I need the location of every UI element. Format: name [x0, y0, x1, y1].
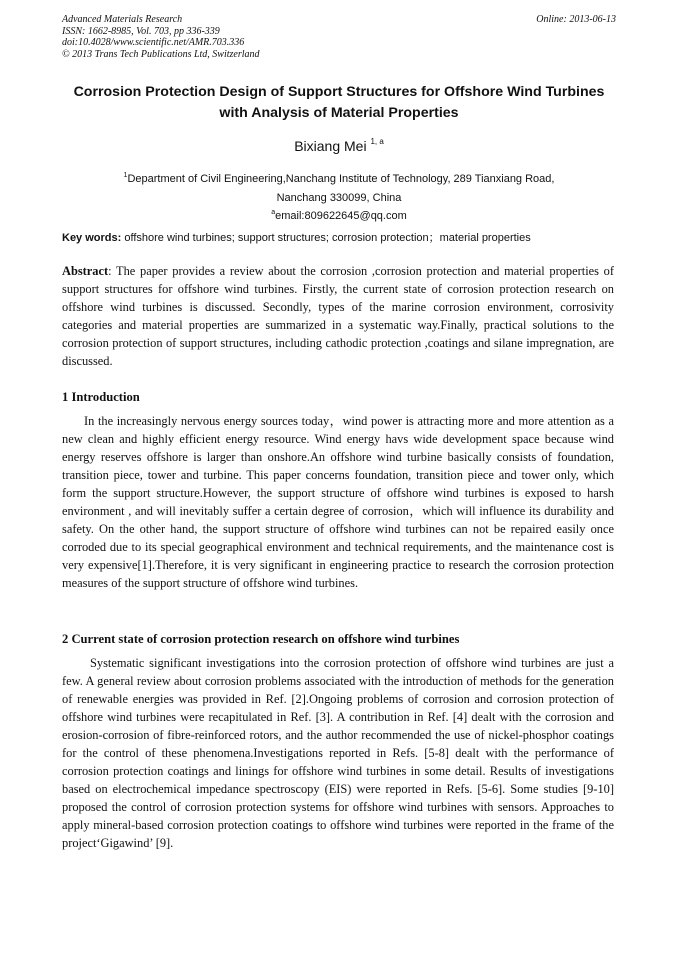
abstract [62, 262, 614, 370]
affiliation-line-2: Nanchang 330099, China [276, 191, 402, 204]
keywords-label: Key words: [62, 232, 122, 244]
journal-name: Advanced Materials Research [62, 14, 183, 25]
copyright-line: © 2013 Trans Tech Publications Ltd, Switzerland [62, 48, 260, 60]
affiliation [62, 170, 616, 226]
online-date: Online: 2013-06-13 [536, 14, 616, 25]
abstract-text: : The paper provides a review about the corrosion ,corrosion protection and material properties of support structures for offshore wind turbines. Firstly, the current state of corrosion protection research on offshore wind turbines is discussed. Secondly, types of the marine corrosion environment, corrosivity categories and material properties are summarized in a systematic way.Finally, practical solutions to the corrosion protection of support structures, including cathodic protection ,coatings and silane impregnation, are discussed. [62, 264, 614, 368]
paper-title: Corrosion Protection Design of Support Structures for Offshore Wind Turbines with Analysis of Material Properties [73, 84, 605, 121]
section-body-2: Systematic significant investigations into the corrosion protection of offshore wind turbines are just a few. A general review about corrosion problems associated with the introduction of methods for the generation of renewable energies was provided in Ref. [2].Ongoing problems of corrosion and corrosion protection of offshore wind turbines were recapitulated in Ref. [3]. A contribution in Ref. [4] dealt with the corrosion and erosion-corrosion of fibre-reinforced rotors, and the author recommended the use of nickel-phosphor coatings for the control of these phenomena.Investigations reported in Refs. [5-8] dealt with the performance of corrosion protection coatings and linings for offshore wind turbines in some detail. Results of investigations based on electrochemical impedance spectroscopy (EIS) were reported in Refs. [5-6]. Some studies [9-10] proposed the control of corrosion protection systems for offshore wind turbines with sensors. Approaches to apply mineral-based corrosion protection coatings to offshore wind turbines were reported in the frame of the project‘Gigawind’ [9]. [62, 656, 614, 850]
issn-line: ISSN: 1662-8985, Vol. 703, pp 336-339 [62, 25, 220, 37]
section-body-1: In the increasingly nervous energy sources today，wind power is attracting more and more attention as a new clean and highly efficient energy resource. Wind energy havs wide development space because wind energy reserves offshore is larger than onshore.An offshore wind turbine basically consists of foundation, transition piece, tower and turbine. This paper concerns foundation, transition piece and tower only, which form the support structure.However, the support structure of offshore wind turbines is exposed to harsh environment , and will inevitably suffer a certain degree of corrosion，which will influence its durability and safety. On the other hand, the support structure of offshore wind turbines can not be repaired easily once corroded due to its special geographical environment and technical requirements, and the maintenance cost is very expensive[1].Therefore, it is very significant in engineering practice to research the corrosion protection measures of the support structure of offshore wind turbines. [62, 414, 614, 590]
author-line [62, 137, 616, 155]
affiliation-marker: 1 [123, 172, 128, 179]
section-heading-2: 2 Current state of corrosion protection research on offshore wind turbines [62, 632, 460, 646]
email-marker: a [271, 209, 276, 216]
author-superscript: 1, a [370, 137, 384, 146]
section-heading-1: 1 Introduction [62, 390, 140, 404]
author-name: Bixiang Mei [294, 138, 367, 154]
doi-line: doi:10.4028/www.scientific.net/AMR.703.336 [62, 37, 245, 48]
keywords [62, 230, 616, 246]
affiliation-text-1: Department of Civil Engineering,Nanchang Institute of Technology, 289 Tianxiang Road, [127, 173, 555, 185]
keywords-text: offshore wind turbines; support structures; corrosion protection；material properties [121, 232, 531, 244]
journal-header [62, 14, 616, 60]
abstract-label: Abstract [62, 264, 109, 278]
affiliation-line-1 [62, 170, 616, 189]
author-email: email:809622645@qq.com [275, 210, 407, 222]
email-line [62, 207, 616, 226]
